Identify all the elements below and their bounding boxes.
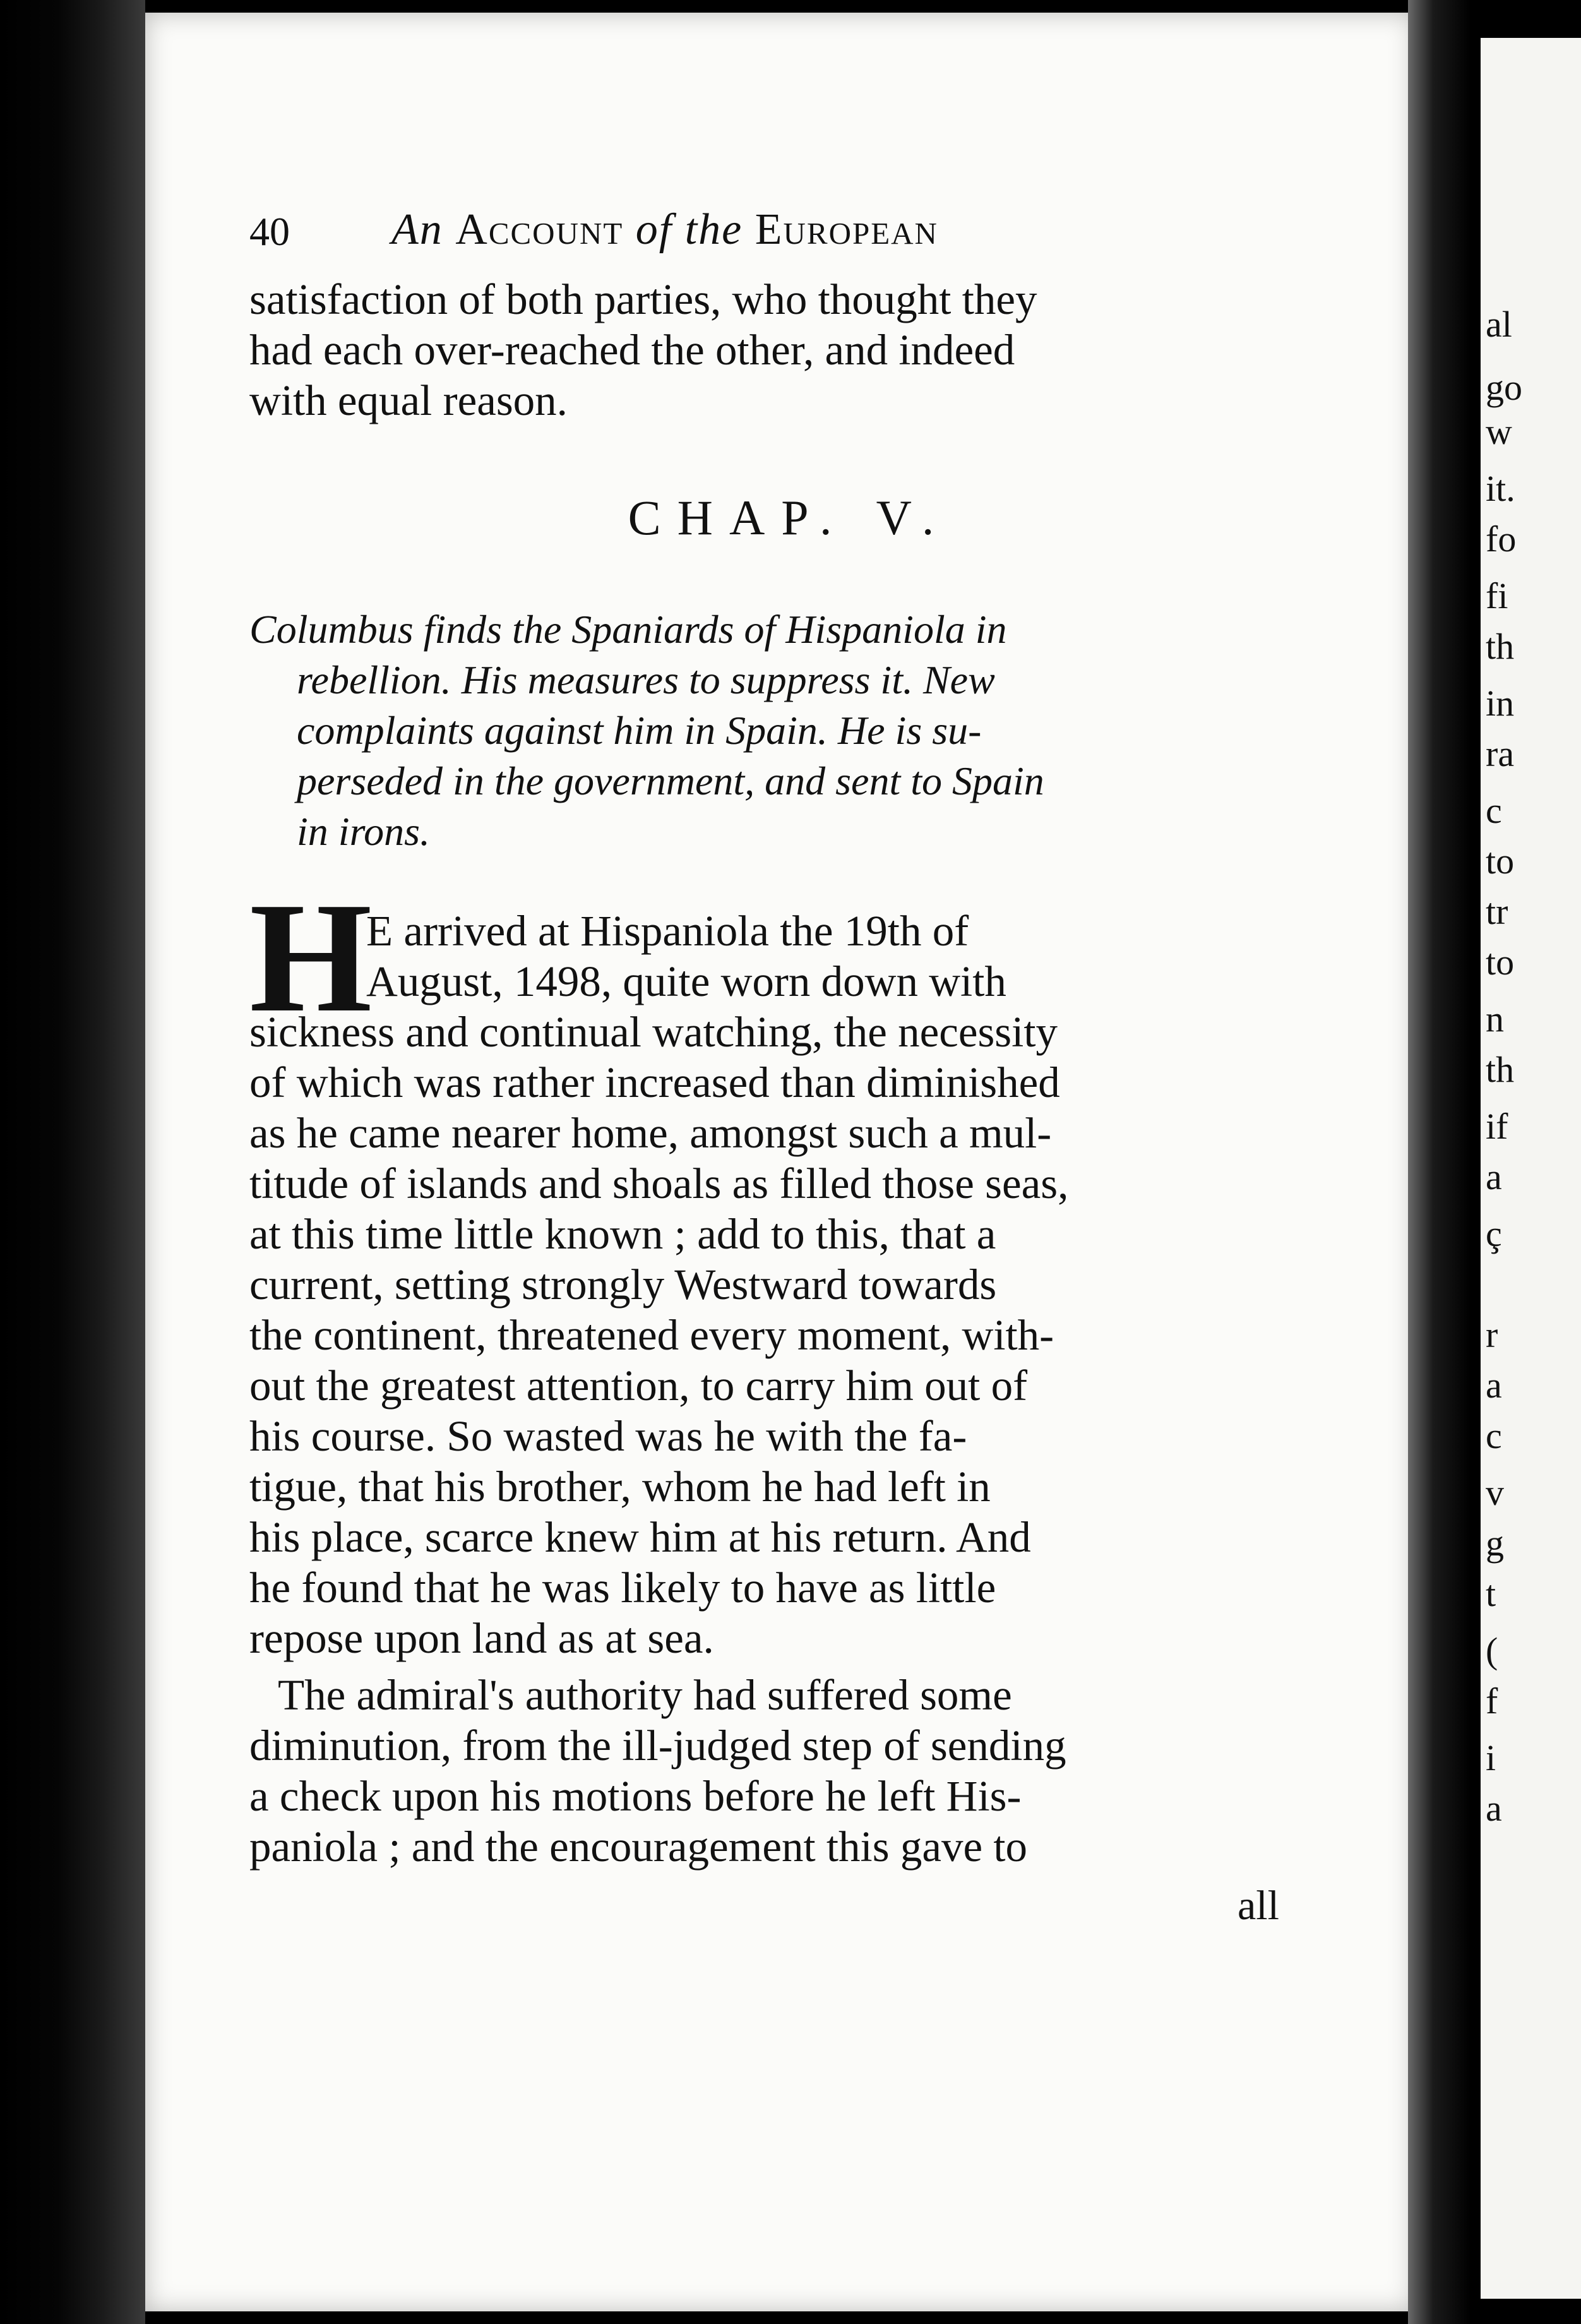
facing-page-fragment: g bbox=[1486, 1523, 1504, 1564]
scan-left-edge bbox=[0, 0, 145, 2324]
text-line: as he came nearer home, amongst such a mul- bbox=[249, 1109, 1052, 1157]
facing-page-fragment: tr bbox=[1486, 891, 1508, 932]
facing-page-fragment: if bbox=[1486, 1106, 1508, 1147]
text-line: satisfaction of both parties, who thought they bbox=[249, 275, 1037, 323]
text-line: had each over-reached the other, and indeed bbox=[249, 326, 1015, 374]
facing-page-fragment: w bbox=[1486, 411, 1512, 452]
facing-page-fragment: fo bbox=[1486, 518, 1517, 560]
running-head: An Account of the European bbox=[391, 205, 938, 254]
running-header bbox=[249, 202, 1329, 272]
facing-page-fragment: i bbox=[1486, 1737, 1496, 1778]
text-line: The admiral's authority had suffered some bbox=[278, 1671, 1012, 1719]
facing-page-fragment: th bbox=[1486, 1049, 1515, 1090]
text-line: titude of islands and shoals as filled those seas, bbox=[249, 1159, 1069, 1207]
drop-cap: H bbox=[249, 870, 373, 1045]
text-line: repose upon land as at sea. bbox=[249, 1614, 714, 1662]
facing-page-fragment: al bbox=[1486, 304, 1512, 345]
page-number: 40 bbox=[249, 209, 290, 254]
facing-page-fragment: c bbox=[1486, 1415, 1502, 1456]
facing-page-fragment: it. bbox=[1486, 468, 1515, 509]
facing-page-fragment: ( bbox=[1486, 1630, 1498, 1671]
facing-page-fragment: fi bbox=[1486, 575, 1508, 616]
facing-page-fragment: ra bbox=[1486, 733, 1515, 774]
text-line: August, 1498, quite worn down with bbox=[366, 957, 1006, 1005]
text-line: sickness and continual watching, the necessity bbox=[249, 1008, 1058, 1056]
text-line: he found that he was likely to have as little bbox=[249, 1564, 996, 1612]
facing-page-fragment: to bbox=[1486, 841, 1515, 882]
book-spine-gutter bbox=[1408, 0, 1471, 2324]
text-line: of which was rather increased than diminished bbox=[249, 1058, 1060, 1106]
text-line: paniola ; and the encouragement this gave to bbox=[249, 1823, 1027, 1871]
facing-page-fragment: t bbox=[1486, 1573, 1496, 1614]
facing-page bbox=[1481, 38, 1581, 2299]
text-line: the continent, threatened every moment, with- bbox=[249, 1311, 1054, 1359]
text-line: his place, scarce knew him at his return. And bbox=[249, 1513, 1031, 1561]
chapter-summary-line: perseded in the government, and sent to Spain bbox=[297, 758, 1044, 803]
facing-page-fragment: a bbox=[1486, 1156, 1502, 1197]
facing-page-fragment: r bbox=[1486, 1314, 1498, 1355]
text-line: diminution, from the ill-judged step of sending bbox=[249, 1722, 1066, 1770]
text-line: at this time little known ; add to this, that a bbox=[249, 1210, 996, 1258]
chapter-summary-line: in irons. bbox=[297, 809, 430, 854]
text-line: a check upon his motions before he left His- bbox=[249, 1772, 1022, 1820]
facing-page-fragment: v bbox=[1486, 1472, 1504, 1513]
text-line: his course. So wasted was he with the fa- bbox=[249, 1412, 967, 1460]
text-line: E arrived at Hispaniola the 19th of bbox=[366, 907, 969, 955]
facing-page-fragment: go bbox=[1486, 367, 1522, 408]
facing-page-fragment: in bbox=[1486, 683, 1515, 724]
text-line: with equal reason. bbox=[249, 376, 568, 424]
facing-page-fragment: th bbox=[1486, 626, 1515, 667]
facing-page-fragment: to bbox=[1486, 942, 1515, 983]
facing-page-fragment: a bbox=[1486, 1365, 1502, 1406]
catchword: all bbox=[1238, 1883, 1279, 1929]
text-line: current, setting strongly Westward towards bbox=[249, 1261, 997, 1309]
chapter-summary-line: complaints against him in Spain. He is su- bbox=[297, 708, 982, 753]
text-line: out the greatest attention, to carry him out of bbox=[249, 1362, 1028, 1410]
chapter-summary-line: rebellion. His measures to suppress it. New bbox=[297, 657, 995, 702]
facing-page-fragment: a bbox=[1486, 1788, 1502, 1829]
facing-page-fragment: c bbox=[1486, 790, 1502, 831]
facing-page-fragment: ç bbox=[1486, 1213, 1502, 1254]
facing-page-fragment: n bbox=[1486, 998, 1504, 1039]
facing-page-fragment: f bbox=[1486, 1680, 1498, 1722]
chapter-summary-line: Columbus finds the Spaniards of Hispaniola in bbox=[249, 607, 1007, 652]
text-line: tigue, that his brother, whom he had left in bbox=[249, 1463, 991, 1511]
chapter-heading: CHAP. V. bbox=[628, 490, 951, 545]
